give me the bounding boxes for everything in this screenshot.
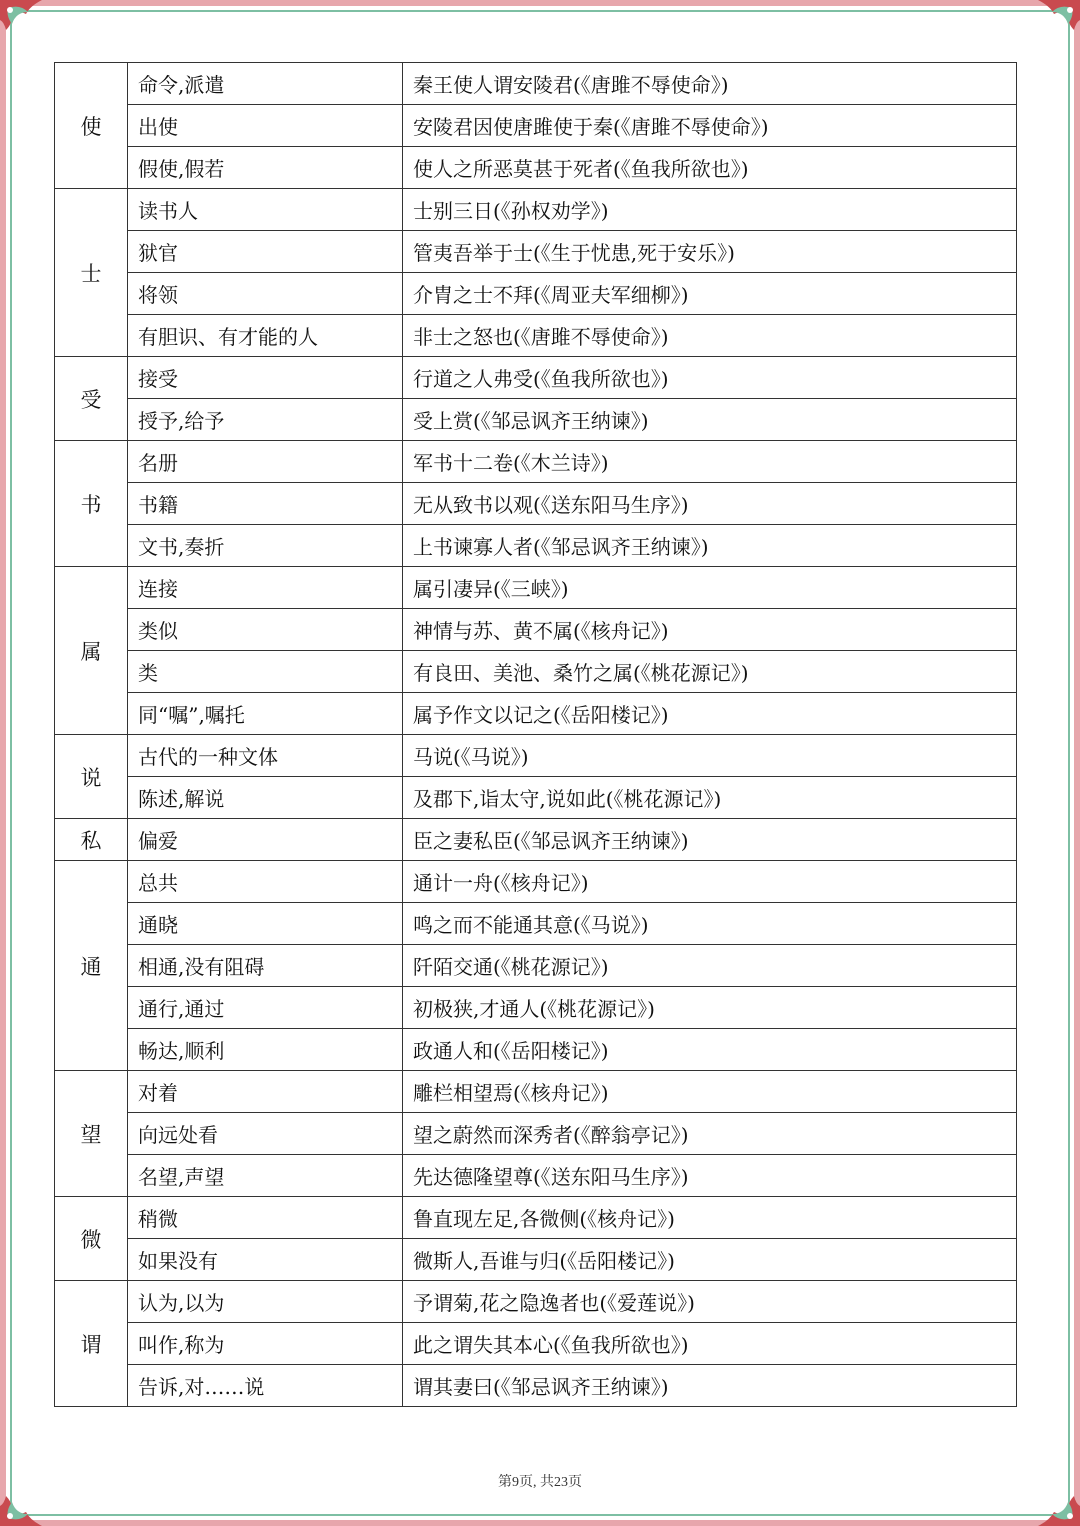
table-row	[55, 651, 1017, 693]
table-row	[55, 1197, 1017, 1239]
example-cell: 马说(《马说》)	[403, 735, 1017, 777]
example-cell: 无从致书以观(《送东阳马生序》)	[403, 483, 1017, 525]
table-row	[55, 1071, 1017, 1113]
meaning-cell: 同“嘱”,嘱托	[128, 693, 403, 735]
example-cell: 予谓菊,花之隐逸者也(《爱莲说》)	[403, 1281, 1017, 1323]
meaning-cell: 相通,没有阻碍	[128, 945, 403, 987]
example-cell: 属引凄异(《三峡》)	[403, 567, 1017, 609]
meaning-cell: 稍微	[128, 1197, 403, 1239]
meaning-cell: 通晓	[128, 903, 403, 945]
headword-cell: 望	[55, 1071, 128, 1197]
table-row	[55, 273, 1017, 315]
table-row	[55, 609, 1017, 651]
meaning-cell: 向远处看	[128, 1113, 403, 1155]
table-row	[55, 1323, 1017, 1365]
meaning-cell: 叫作,称为	[128, 1323, 403, 1365]
table-row	[55, 735, 1017, 777]
example-cell: 士别三日(《孙权劝学》)	[403, 189, 1017, 231]
meaning-cell: 偏爱	[128, 819, 403, 861]
example-cell: 军书十二卷(《木兰诗》)	[403, 441, 1017, 483]
headword-cell: 书	[55, 441, 128, 567]
meaning-cell: 如果没有	[128, 1239, 403, 1281]
example-cell: 安陵君因使唐雎使于秦(《唐雎不辱使命》)	[403, 105, 1017, 147]
meaning-cell: 假使,假若	[128, 147, 403, 189]
table-row	[55, 777, 1017, 819]
headword-cell: 私	[55, 819, 128, 861]
example-cell: 谓其妻曰(《邹忌讽齐王纳谏》)	[403, 1365, 1017, 1407]
headword-cell: 通	[55, 861, 128, 1071]
example-cell: 属予作文以记之(《岳阳楼记》)	[403, 693, 1017, 735]
headword-cell: 说	[55, 735, 128, 819]
headword-cell: 谓	[55, 1281, 128, 1407]
corner-ornament-icon	[1020, 0, 1080, 60]
example-cell: 有良田、美池、桑竹之属(《桃花源记》)	[403, 651, 1017, 693]
meaning-cell: 命令,派遣	[128, 63, 403, 105]
headword-cell: 受	[55, 357, 128, 441]
headword-cell: 使	[55, 63, 128, 189]
meaning-cell: 总共	[128, 861, 403, 903]
table-row	[55, 1113, 1017, 1155]
example-cell: 鲁直现左足,各微侧(《核舟记》)	[403, 1197, 1017, 1239]
example-cell: 望之蔚然而深秀者(《醉翁亭记》)	[403, 1113, 1017, 1155]
table-row	[55, 483, 1017, 525]
example-cell: 秦王使人谓安陵君(《唐雎不辱使命》)	[403, 63, 1017, 105]
example-cell: 受上赏(《邹忌讽齐王纳谏》)	[403, 399, 1017, 441]
table-row	[55, 147, 1017, 189]
meaning-cell: 通行,通过	[128, 987, 403, 1029]
meaning-cell: 将领	[128, 273, 403, 315]
page-number: 第9页, 共23页	[498, 1475, 582, 1490]
table-row	[55, 357, 1017, 399]
example-cell: 使人之所恶莫甚于死者(《鱼我所欲也》)	[403, 147, 1017, 189]
meaning-cell: 读书人	[128, 189, 403, 231]
meaning-cell: 畅达,顺利	[128, 1029, 403, 1071]
example-cell: 雕栏相望焉(《核舟记》)	[403, 1071, 1017, 1113]
table-row	[55, 525, 1017, 567]
example-cell: 非士之怒也(《唐雎不辱使命》)	[403, 315, 1017, 357]
table-row	[55, 1365, 1017, 1407]
meaning-cell: 文书,奏折	[128, 525, 403, 567]
table-row	[55, 1155, 1017, 1197]
example-cell: 介胄之士不拜(《周亚夫军细柳》)	[403, 273, 1017, 315]
table-row	[55, 231, 1017, 273]
table-row	[55, 819, 1017, 861]
table-row	[55, 399, 1017, 441]
meaning-cell: 名望,声望	[128, 1155, 403, 1197]
meaning-cell: 对着	[128, 1071, 403, 1113]
table-row	[55, 903, 1017, 945]
example-cell: 初极狭,才通人(《桃花源记》)	[403, 987, 1017, 1029]
meaning-cell: 连接	[128, 567, 403, 609]
example-cell: 微斯人,吾谁与归(《岳阳楼记》)	[403, 1239, 1017, 1281]
meaning-cell: 类	[128, 651, 403, 693]
table-row	[55, 189, 1017, 231]
example-cell: 神情与苏、黄不属(《核舟记》)	[403, 609, 1017, 651]
example-cell: 阡陌交通(《桃花源记》)	[403, 945, 1017, 987]
meaning-cell: 陈述,解说	[128, 777, 403, 819]
table-row	[55, 105, 1017, 147]
vocabulary-table	[54, 62, 1017, 1407]
meaning-cell: 古代的一种文体	[128, 735, 403, 777]
table-row	[55, 861, 1017, 903]
example-cell: 通计一舟(《核舟记》)	[403, 861, 1017, 903]
example-cell: 及郡下,诣太守,说如此(《桃花源记》)	[403, 777, 1017, 819]
table-row	[55, 945, 1017, 987]
corner-ornament-icon	[0, 0, 60, 60]
example-cell: 管夷吾举于士(《生于忧患,死于安乐》)	[403, 231, 1017, 273]
meaning-cell: 授予,给予	[128, 399, 403, 441]
table-row	[55, 1029, 1017, 1071]
table-row	[55, 63, 1017, 105]
table-row	[55, 987, 1017, 1029]
meaning-cell: 狱官	[128, 231, 403, 273]
example-cell: 行道之人弗受(《鱼我所欲也》)	[403, 357, 1017, 399]
example-cell: 上书谏寡人者(《邹忌讽齐王纳谏》)	[403, 525, 1017, 567]
meaning-cell: 出使	[128, 105, 403, 147]
meaning-cell: 书籍	[128, 483, 403, 525]
table-row	[55, 567, 1017, 609]
vocabulary-table-body	[55, 63, 1017, 1407]
meaning-cell: 名册	[128, 441, 403, 483]
meaning-cell: 告诉,对……说	[128, 1365, 403, 1407]
example-cell: 先达德隆望尊(《送东阳马生序》)	[403, 1155, 1017, 1197]
headword-cell: 士	[55, 189, 128, 357]
example-cell: 此之谓失其本心(《鱼我所欲也》)	[403, 1323, 1017, 1365]
table-row	[55, 441, 1017, 483]
meaning-cell: 有胆识、有才能的人	[128, 315, 403, 357]
table-row	[55, 1281, 1017, 1323]
example-cell: 政通人和(《岳阳楼记》)	[403, 1029, 1017, 1071]
meaning-cell: 类似	[128, 609, 403, 651]
table-row	[55, 1239, 1017, 1281]
headword-cell: 属	[55, 567, 128, 735]
headword-cell: 微	[55, 1197, 128, 1281]
table-row	[55, 693, 1017, 735]
example-cell: 臣之妻私臣(《邹忌讽齐王纳谏》)	[403, 819, 1017, 861]
table-row	[55, 315, 1017, 357]
meaning-cell: 接受	[128, 357, 403, 399]
meaning-cell: 认为,以为	[128, 1281, 403, 1323]
example-cell: 鸣之而不能通其意(《马说》)	[403, 903, 1017, 945]
